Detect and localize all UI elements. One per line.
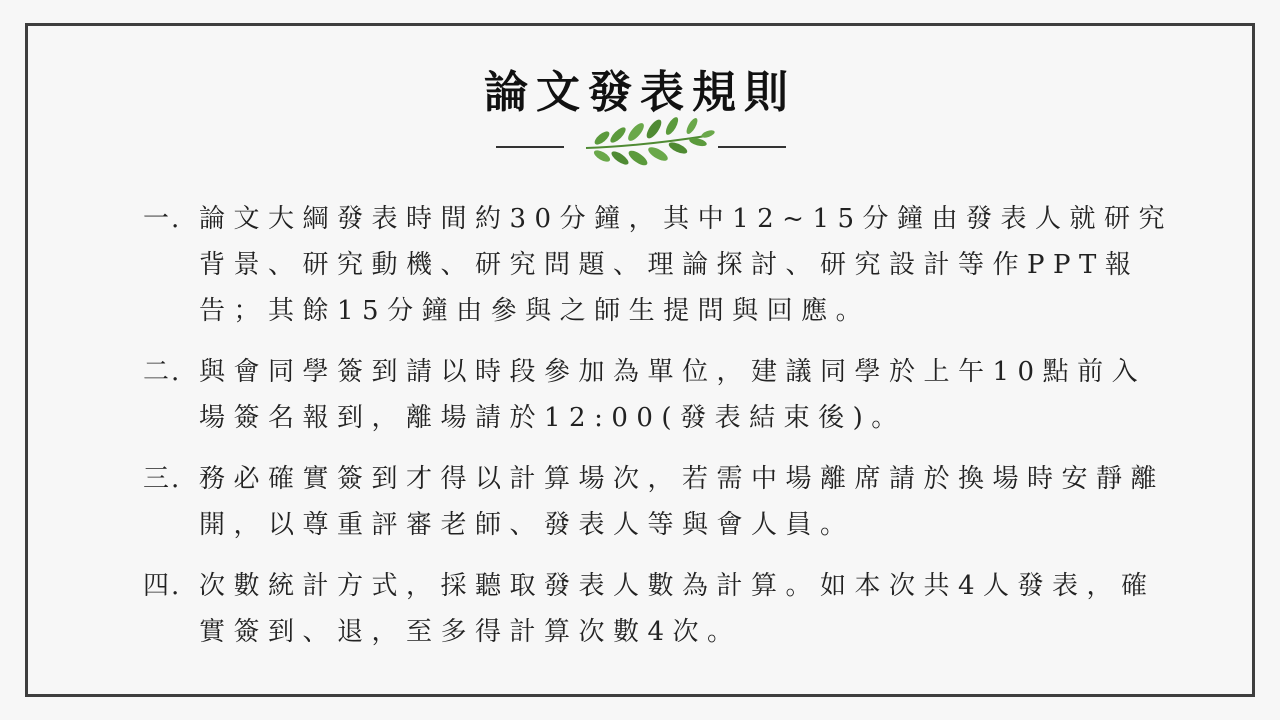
rules-list — [143, 196, 1203, 670]
rule-item-1 — [143, 196, 1203, 334]
leaf-branch-icon — [496, 108, 788, 180]
rule-text: 務必確實簽到才得以計算場次，若需中場離席請於換場時安靜離開，以尊重評審老師、發表人等與會人員。 — [199, 464, 1166, 540]
rule-text: 論文大綱發表時間約30分鐘，其中12~15分鐘由發表人就研究背景、研究動機、研究問題、理論探討、研究設計等作PPT報告；其餘15分鐘由參與之師生提問與回應。 — [199, 204, 1174, 326]
rule-number: 二. — [143, 357, 182, 387]
rule-number: 三. — [143, 464, 182, 494]
rule-number: 四. — [143, 571, 182, 601]
rule-item-3 — [143, 456, 1203, 548]
rule-item-2 — [143, 349, 1203, 441]
rule-text: 與會同學簽到請以時段參加為單位，建議同學於上午10點前入場簽名報到，離場請於12:00(發表結束後)。 — [199, 357, 1147, 433]
rule-number: 一. — [143, 204, 182, 234]
rule-text: 次數統計方式，採聽取發表人數為計算。如本次共4人發表，確實簽到、退，至多得計算次數4次。 — [199, 571, 1156, 647]
rule-item-4 — [143, 563, 1203, 655]
slide-title: 論文發表規則 — [484, 67, 796, 118]
